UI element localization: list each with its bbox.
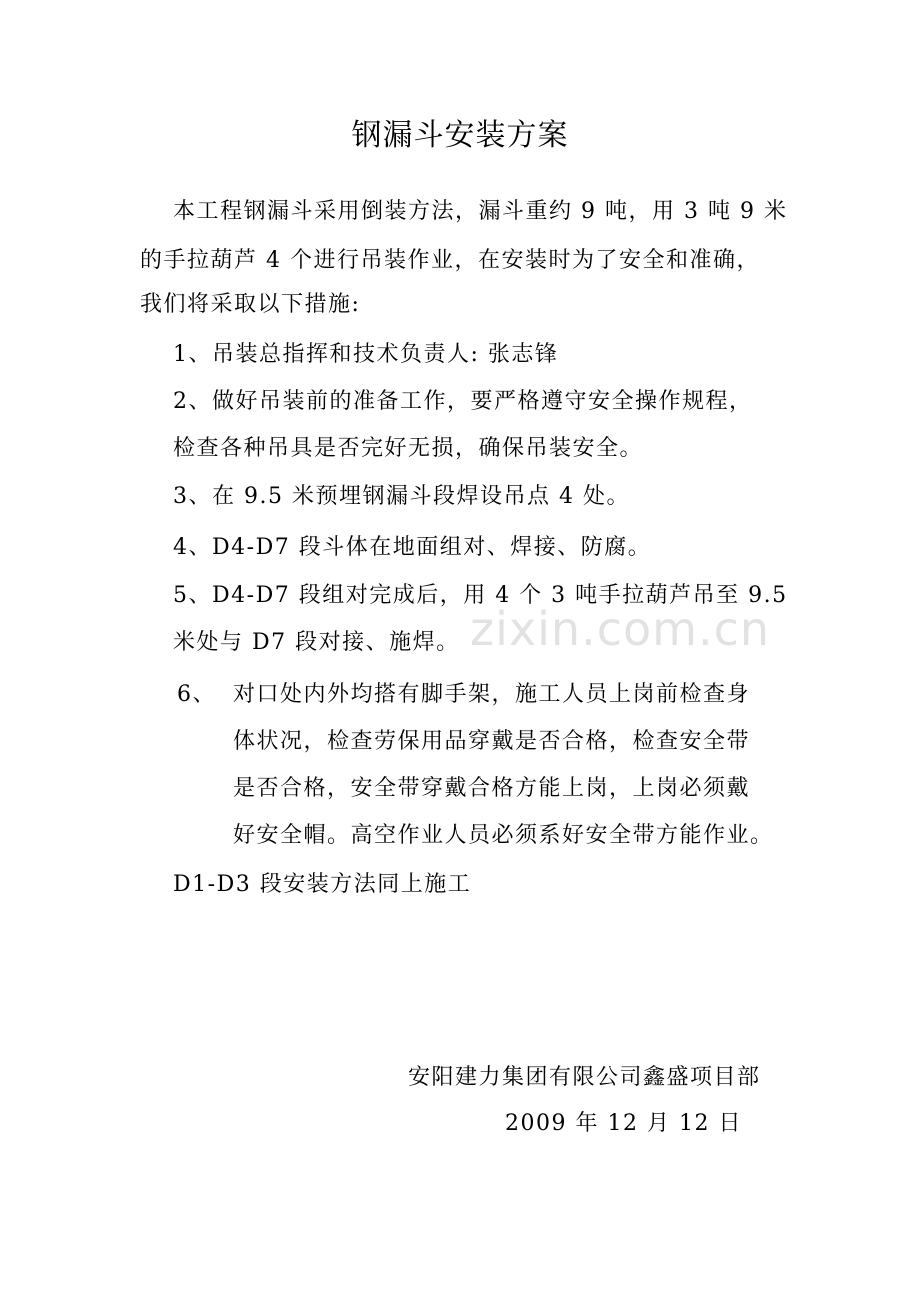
item-6-number: 6、 — [177, 682, 216, 707]
closing-line: D1-D3 段安装方法同上施工 — [173, 872, 472, 897]
signature-organization: 安阳建力集团有限公司鑫盛项目部 — [408, 1065, 761, 1090]
item-6-line-3: 是否合格，安全带穿戴合格方能上岗，上岗必须戴 — [233, 776, 751, 801]
item-5-line-2: 米处与 D7 段对接、施焊。 — [173, 630, 460, 655]
item-2-line-1: 2、做好吊装前的准备工作，要严格遵守安全操作规程， — [173, 389, 753, 414]
item-6-line-4: 好安全帽。高空作业人员必须系好安全带方能作业。 — [233, 823, 774, 848]
intro-line-2: 的手拉葫芦 4 个进行吊装作业，在安装时为了安全和准确， — [140, 248, 760, 273]
item-2-line-2: 检查各种吊具是否完好无损，确保吊装安全。 — [173, 436, 644, 461]
watermark: zixin.com.cn — [470, 602, 771, 656]
intro-line-1: 本工程钢漏斗采用倒装方法，漏斗重约 9 吨，用 3 吨 9 米 — [173, 199, 788, 224]
item-6-line-2: 体状况，检查劳保用品穿戴是否合格，检查安全带 — [233, 729, 751, 754]
signature-date: 2009 年 12 月 12 日 — [505, 1111, 742, 1136]
item-3: 3、在 9.5 米预埋钢漏斗段焊设吊点 4 处。 — [173, 484, 630, 509]
intro-line-3: 我们将采取以下措施: — [140, 292, 361, 317]
item-6-line-1: 对口处内外均搭有脚手架，施工人员上岗前检查身 — [233, 682, 751, 707]
item-4: 4、D4-D7 段斗体在地面组对、焊接、防腐。 — [173, 535, 652, 560]
item-1: 1、吊装总指挥和技术负责人: 张志锋 — [173, 342, 559, 367]
document-title: 钢漏斗安装方案 — [351, 118, 569, 153]
item-5-line-1: 5、D4-D7 段组对完成后，用 4 个 3 吨手拉葫芦吊至 9.5 — [173, 583, 788, 608]
